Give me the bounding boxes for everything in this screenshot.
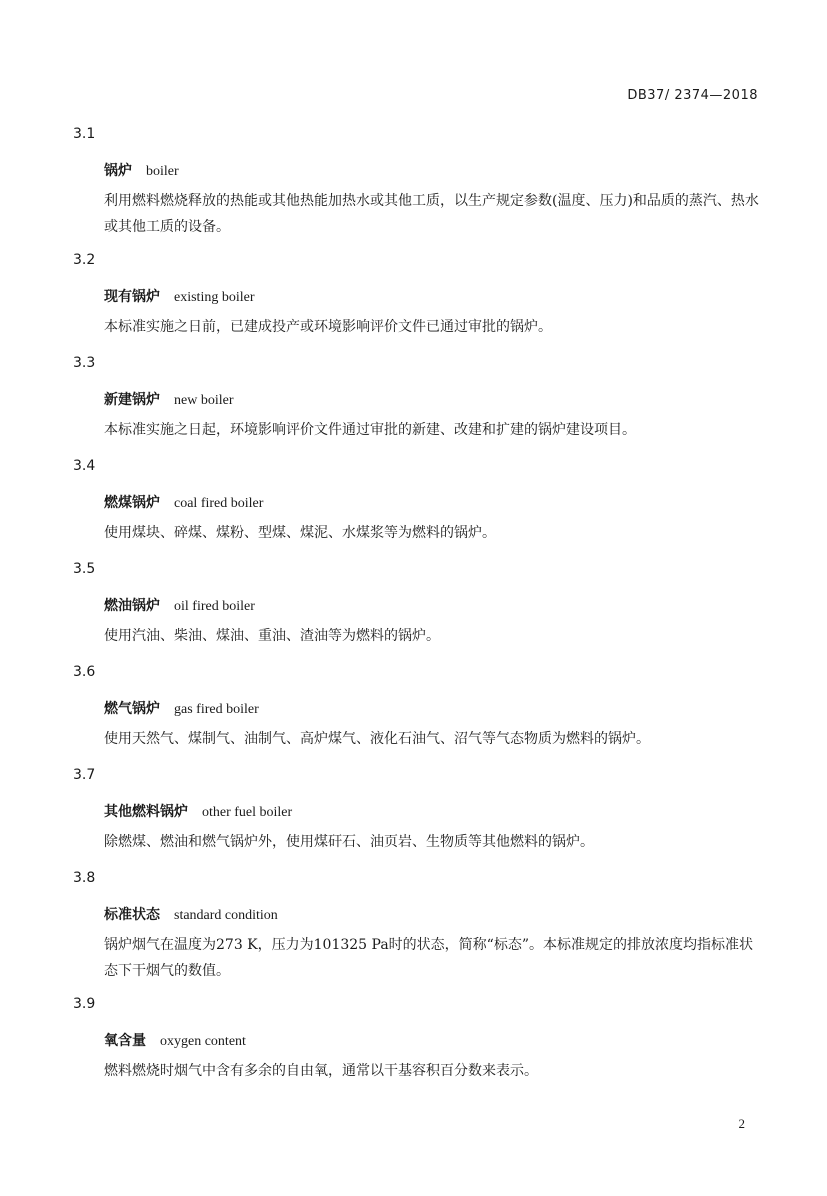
term-chinese: 锅炉 bbox=[104, 163, 132, 179]
term-definition: 使用煤块、碎煤、煤粉、型煤、煤泥、水煤浆等为燃料的锅炉。 bbox=[104, 525, 496, 541]
page-number: 2 bbox=[738, 1116, 745, 1131]
term-definition: 锅炉烟气在温度为273 K，压力为101325 Pa时的状态，简称“标态”。本标准规定的排放浓度均指标准状态下干烟气的数值。 bbox=[104, 937, 753, 979]
term-english: standard condition bbox=[174, 908, 278, 923]
clause-number: 3.2 bbox=[73, 252, 96, 268]
term-heading bbox=[104, 595, 255, 615]
term-heading bbox=[104, 801, 292, 821]
term-english: new boiler bbox=[174, 393, 234, 408]
term-chinese: 其他燃料锅炉 bbox=[104, 804, 188, 820]
term-chinese: 标准状态 bbox=[104, 907, 160, 923]
term-chinese: 燃煤锅炉 bbox=[104, 495, 160, 511]
term-heading bbox=[104, 904, 278, 924]
term-english: existing boiler bbox=[174, 290, 255, 305]
term-chinese: 氧含量 bbox=[104, 1033, 146, 1049]
clause-number: 3.7 bbox=[73, 767, 96, 783]
term-heading bbox=[104, 286, 255, 306]
document-code-header: DB37/ 2374—2018 bbox=[627, 88, 758, 103]
term-definition: 使用天然气、煤制气、油制气、高炉煤气、液化石油气、沼气等气态物质为燃料的锅炉。 bbox=[104, 731, 650, 747]
term-definition: 本标准实施之日起，环境影响评价文件通过审批的新建、改建和扩建的锅炉建设项目。 bbox=[104, 422, 636, 438]
term-english: oxygen content bbox=[160, 1034, 246, 1049]
clause-number: 3.5 bbox=[73, 561, 96, 577]
term-definition: 燃料燃烧时烟气中含有多余的自由氧，通常以干基容积百分数来表示。 bbox=[104, 1063, 538, 1079]
term-english: other fuel boiler bbox=[202, 805, 293, 820]
term-definition: 使用汽油、柴油、煤油、重油、渣油等为燃料的锅炉。 bbox=[104, 628, 440, 644]
clause-number: 3.4 bbox=[73, 458, 96, 474]
term-english: coal fired boiler bbox=[174, 496, 264, 511]
term-definition: 利用燃料燃烧释放的热能或其他热能加热水或其他工质，以生产规定参数(温度、压力)和品质的蒸汽、热水或其他工质的设备。 bbox=[104, 193, 759, 235]
term-english: gas fired boiler bbox=[174, 702, 259, 717]
term-definition: 本标准实施之日前，已建成投产或环境影响评价文件已通过审批的锅炉。 bbox=[104, 319, 552, 335]
term-chinese: 燃气锅炉 bbox=[104, 701, 160, 717]
term-definition: 除燃煤、燃油和燃气锅炉外，使用煤矸石、油页岩、生物质等其他燃料的锅炉。 bbox=[104, 834, 594, 850]
clause-number: 3.8 bbox=[73, 870, 96, 886]
term-chinese: 燃油锅炉 bbox=[104, 598, 160, 614]
term-english: oil fired boiler bbox=[174, 599, 255, 614]
term-heading bbox=[104, 698, 259, 718]
term-english: boiler bbox=[146, 164, 179, 179]
clause-number: 3.6 bbox=[73, 664, 96, 680]
term-chinese: 新建锅炉 bbox=[104, 392, 160, 408]
term-heading bbox=[104, 389, 233, 409]
term-chinese: 现有锅炉 bbox=[104, 289, 160, 305]
clause-number: 3.1 bbox=[73, 126, 96, 142]
clause-number: 3.9 bbox=[73, 996, 96, 1012]
term-heading bbox=[104, 1030, 246, 1050]
term-heading bbox=[104, 492, 263, 512]
term-heading bbox=[104, 160, 179, 180]
clause-number: 3.3 bbox=[73, 355, 96, 371]
